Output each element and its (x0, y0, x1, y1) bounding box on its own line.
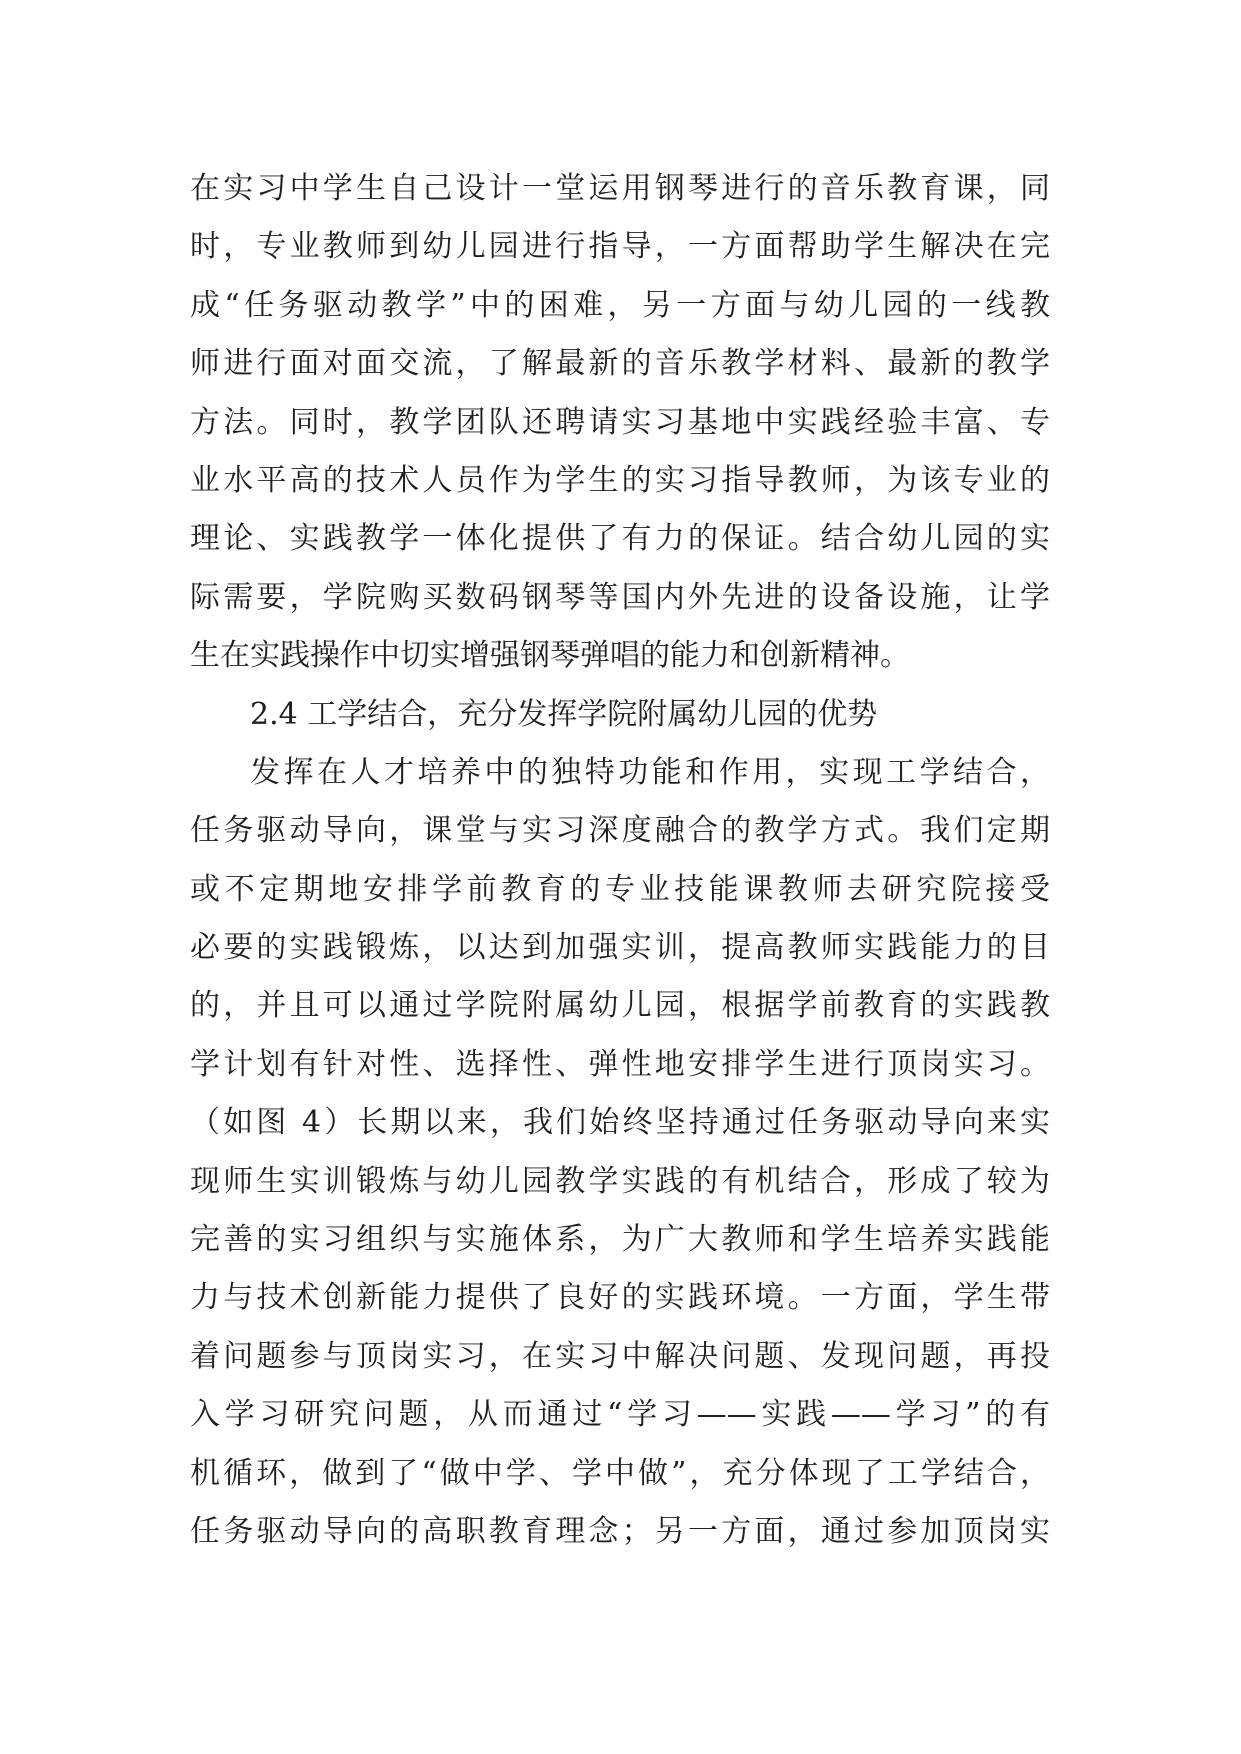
text-line: 入学习研究问题，从而通过“学习——实践——学习”的有 (190, 1397, 1050, 1433)
paragraph-first-line: 发挥在人才培养中的独特功能和作用，实现工学结合， (250, 754, 1050, 790)
text-line: 现师生实训锻炼与幼儿园教学实践的有机结合，形成了较为 (190, 1163, 1050, 1199)
text-line: 在实习中学生自己设计一堂运用钢琴进行的音乐教育课，同 (190, 171, 1050, 206)
text-line: 机循环，做到了“做中学、学中做”，充分体现了工学结合， (190, 1455, 1050, 1491)
body-text (190, 160, 1050, 1561)
section-heading: 2.4 工学结合，充分发挥学院附属幼儿园的优势 (250, 696, 878, 732)
text-line: 时，专业教师到幼儿园进行指导，一方面帮助学生解决在完 (190, 229, 1050, 265)
text-line: 学计划有针对性、选择性、弹性地安排学生进行顶岗实习。 (190, 1046, 1050, 1082)
text-line: 成“任务驱动教学”中的困难，另一方面与幼儿园的一线教 (190, 287, 1050, 323)
text-line: （如图 4）长期以来，我们始终坚持通过任务驱动导向来实 (190, 1105, 1050, 1141)
text-line: 着问题参与顶岗实习，在实习中解决问题、发现问题，再投 (190, 1338, 1050, 1374)
text-line: 方法。同时，教学团队还聘请实习基地中实践经验丰富、专 (190, 404, 1050, 440)
text-line: 力与技术创新能力提供了良好的实践环境。一方面，学生带 (190, 1280, 1050, 1316)
text-line: 生在实践操作中切实增强钢琴弹唱的能力和创新精神。 (190, 638, 910, 674)
text-line: 师进行面对面交流，了解最新的音乐教学材料、最新的教学 (190, 346, 1050, 382)
text-line: 任务驱动导向的高职教育理念；另一方面，通过参加顶岗实 (190, 1513, 1050, 1549)
text-line: 理论、实践教学一体化提供了有力的保证。结合幼儿园的实 (190, 521, 1050, 557)
text-line: 任务驱动导向，课堂与实习深度融合的教学方式。我们定期 (190, 813, 1050, 849)
text-line: 业水平高的技术人员作为学生的实习指导教师，为该专业的 (190, 462, 1050, 498)
text-line: 的，并且可以通过学院附属幼儿园，根据学前教育的实践教 (190, 988, 1050, 1024)
text-line: 完善的实习组织与实施体系，为广大教师和学生培养实践能 (190, 1222, 1050, 1258)
text-line: 或不定期地安排学前教育的专业技能课教师去研究院接受 (190, 871, 1050, 907)
text-line: 必要的实践锻炼，以达到加强实训，提高教师实践能力的目 (190, 930, 1050, 966)
text-line: 际需要，学院购买数码钢琴等国内外先进的设备设施，让学 (190, 579, 1050, 615)
